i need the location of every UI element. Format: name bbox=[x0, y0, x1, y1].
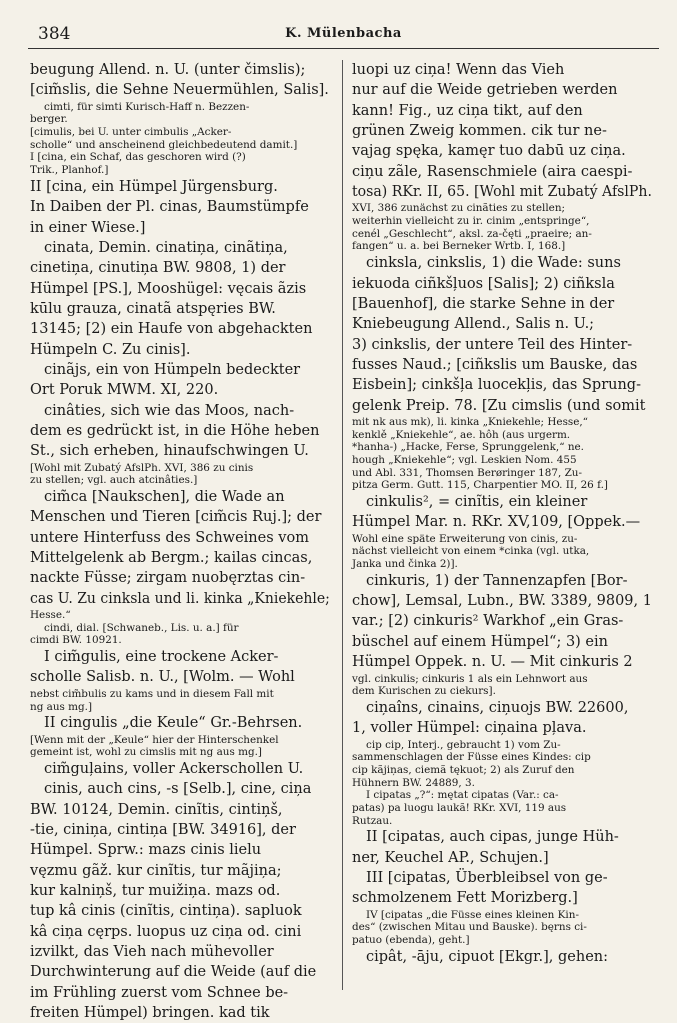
text-line: ciņaîns, cinains, ciņuojs BW. 22600, bbox=[366, 699, 629, 716]
text-line: dem es gedrückt ist, in die Höhe heben bbox=[30, 422, 320, 439]
text-line: -tie, ciniņa, cintiņa [BW. 34916], der bbox=[30, 821, 296, 838]
text-line: nur auf die Weide getrieben werden bbox=[352, 82, 618, 99]
text-line: des“ (zwischen Mitau und Bauske). bęrns ci- bbox=[352, 921, 587, 934]
text-line: Kniebeugung Allend., Salis n. U.; bbox=[352, 316, 595, 333]
left-column bbox=[30, 60, 330, 1022]
text-line: [Wohl mit Zubatý AfslPh. XVI, 386 zu cinis bbox=[30, 461, 254, 474]
text-line: vgl. cinkulis; cinkuris 1 als ein Lehnwort aus bbox=[352, 672, 588, 685]
text-line: Hümpel Mar. n. RKr. XV,109, [Oppek.— bbox=[352, 514, 641, 531]
text-line: beugung Allend. n. U. (unter čimslis); bbox=[30, 62, 306, 78]
text-line: cindi, dial. [Schwaneb., Lis. u. a.] für bbox=[44, 621, 239, 634]
text-line: BW. 10124, Demin. cinĩtis, cintiņš, bbox=[30, 801, 283, 818]
text-line: untere Hinterfuss des Schweines vom bbox=[30, 529, 309, 546]
text-line: kur kalniņš, tur muižiņa. mazs od. bbox=[30, 882, 281, 899]
text-line: ner, Keuchel AP., Schujen.] bbox=[352, 849, 549, 866]
text-line: Durchwinterung auf die Weide (auf die bbox=[30, 964, 317, 981]
text-line: nebst cim̃bulis zu kams und in diesem Fall mit bbox=[30, 687, 274, 700]
text-line: patas) pa luogu laukã! RKr. XVI, 119 aus bbox=[352, 802, 567, 814]
text-line: mit nk aus mk), li. kinka „Kniekehle; Hesse,“ bbox=[352, 415, 588, 428]
text-line: Eisbein]; cinkšļa luocekl̦is, das Sprung- bbox=[352, 377, 641, 394]
text-line: [cimulis, bei U. unter cimbulis „Acker- bbox=[30, 126, 232, 139]
text-line: ng aus mg.] bbox=[30, 700, 93, 713]
text-line: Hühnern BW. 24889, 3. bbox=[352, 776, 475, 789]
text-line: Rutzau. bbox=[352, 814, 393, 827]
text-line: cinetiņa, cinutiņa BW. 9808, 1) der bbox=[30, 260, 286, 277]
text-line: I cim̃gulis, eine trockene Acker- bbox=[44, 649, 279, 666]
text-line: Trik., Planhof.] bbox=[30, 164, 109, 177]
text-line: patuo (ebenda), geht.] bbox=[352, 934, 470, 947]
text-line: St., sich erheben, hinaufschwingen U. bbox=[30, 443, 309, 460]
text-line: Hümpel [PS.], Mooshügel: vęcais ãzis bbox=[30, 280, 307, 297]
text-line: 1, voller Hümpel: ciņaina pļava. bbox=[352, 720, 587, 737]
text-line: cinis, auch cins, -s [Selb.], cine, ciņa bbox=[44, 781, 312, 798]
text-line: Janka und činka 2)]. bbox=[352, 558, 458, 571]
text-line: cip cip, Interj., gebraucht 1) vom Zu- bbox=[366, 738, 561, 751]
text-line: II cingulis „die Keule“ Gr.-Behrsen. bbox=[44, 715, 303, 732]
text-line: [Bauenhof], die starke Sehne in der bbox=[352, 295, 615, 312]
text-line: grünen Zweig kommen. cik tur ne- bbox=[352, 123, 607, 140]
page-number: 384 bbox=[38, 24, 71, 44]
text-line: III [cipatas, Überbleibsel von ge- bbox=[366, 870, 608, 887]
page-header bbox=[28, 20, 659, 50]
text-line: cim̃guļains, voller Ackerschollen U. bbox=[44, 760, 304, 777]
text-line: nächst vielleicht von einem *cinka (vgl. utka, bbox=[352, 545, 590, 558]
text-line: I [cina, ein Schaf, das geschoren wird (?) bbox=[30, 151, 246, 164]
text-line: scholle Salisb. n. U., [Wolm. — Wohl bbox=[30, 669, 295, 686]
text-line: tosa) RKr. II, 65. [Wohl mit Zubatý AfslPh. bbox=[352, 184, 652, 201]
text-line: und Abl. 331, Thomsen Berøringer 187, Zu- bbox=[352, 466, 582, 479]
text-line: cimdi BW. 10921. bbox=[30, 634, 122, 647]
text-line: gelenk Preip. 78. [Zu cimslis (und somit bbox=[352, 397, 646, 414]
text-line: gemeint ist, wohl zu cimslis mit ng aus mg.] bbox=[30, 746, 262, 759]
text-line: kâ ciņa cęrps. luopus uz ciņa od. cini bbox=[30, 923, 302, 940]
text-line: Hümpeln C. Zu cinis]. bbox=[30, 341, 191, 358]
text-line: kūlu grauza, cinatã atspęries BW. bbox=[30, 300, 276, 317]
text-line: zu stellen; vgl. auch atcinâties.] bbox=[30, 474, 198, 487]
column-divider bbox=[342, 60, 343, 990]
text-line: in einer Wiese.] bbox=[30, 219, 146, 236]
text-line: scholle“ und anscheinend gleichbedeutend damit.] bbox=[30, 138, 298, 151]
text-line: cinãjs, ein von Hümpeln bedeckter bbox=[44, 361, 301, 378]
text-line: I cipatas „?“: mętat cipatas (Var.: ca- bbox=[366, 789, 559, 802]
text-line: vęzmu gãž. kur cinĩtis, tur mãjiņa; bbox=[30, 862, 282, 879]
text-line: cip kãjiņas, ciemã tękuot; 2) als Zuruf den bbox=[352, 763, 575, 776]
text-line: fangen“ u. a. bei Berneker Wrtb. I, 168.] bbox=[352, 240, 566, 253]
text-line: cinkuris, 1) der Tannenzapfen [Bor- bbox=[366, 572, 628, 589]
text-line: iekuoda ciñkšļuos [Salis]; 2) ciñksla bbox=[352, 275, 615, 292]
text-line: sammenschlagen der Füsse eines Kindes: cip bbox=[352, 751, 591, 764]
text-line: XVI, 386 zunächst zu cinãties zu stellen; bbox=[352, 202, 566, 215]
text-line: izvilkt, das Vieh nach mühevoller bbox=[30, 944, 274, 960]
text-line: cipât, -āju, cipuot [Ekgr.], gehen: bbox=[366, 948, 609, 965]
text-line: nackte Füsse; zirgam nuobęrztas cin- bbox=[30, 570, 306, 587]
text-line: berger. bbox=[30, 113, 68, 126]
text-line: IV [cipatas „die Füsse eines kleinen Kin- bbox=[366, 908, 579, 921]
text-line: [cim̃slis, die Sehne Neuermühlen, Salis]. bbox=[30, 82, 329, 99]
text-line: hough „Kniekehle“; vgl. Leskien Nom. 455 bbox=[352, 453, 577, 466]
text-line: weiterhin vielleicht zu ir. cinim „entspringe“, bbox=[352, 215, 590, 228]
text-line: cenél „Geschlecht“, aksl. za-čęti „praeire; an- bbox=[352, 227, 592, 240]
text-line: II [cina, ein Hümpel Jürgensburg. bbox=[30, 178, 278, 195]
text-line: kenklě „Kniekehle“, ae. hôh (aus urgerm. bbox=[352, 428, 571, 441]
text-line: cimti, für simti Kurisch-Haff n. Bezzen- bbox=[44, 100, 250, 113]
text-line: Ort Poruk MWM. XI, 220. bbox=[30, 382, 219, 399]
text-line: Hesse.“ bbox=[30, 609, 71, 622]
text-line: büschel auf einem Hümpel“; 3) ein bbox=[352, 633, 608, 650]
text-line: pitza Germ. Gutt. 115, Charpentier MO. II, 26 f.] bbox=[352, 479, 608, 492]
text-line: cas U. Zu cinksla und li. kinka „Kniekehle; bbox=[30, 590, 330, 607]
text-line: cinata, Demin. cinatiņa, cinãtiņa, bbox=[44, 239, 288, 256]
text-line: ciņu zãle, Rasenschmiele (aira caespi- bbox=[352, 163, 633, 180]
text-line: II [cipatas, auch cipas, junge Hüh- bbox=[366, 829, 619, 846]
text-line: cinâties, sich wie das Moos, nach- bbox=[44, 402, 295, 419]
text-line: kann! Fig., uz ciņa tikt, auf den bbox=[352, 102, 583, 119]
text-line: cim̃ca [Naukschen], die Wade an bbox=[44, 489, 285, 505]
text-line: Menschen und Tieren [cim̃cis Ruj.]; der bbox=[30, 509, 322, 526]
text-line: Mittelgelenk ab Bergm.; kailas cincas, bbox=[30, 550, 313, 567]
dictionary-columns bbox=[30, 60, 660, 1022]
running-head: K. Mülenbacha bbox=[285, 26, 402, 41]
text-line: fusses Naud.; [ciñkslis um Bauske, das bbox=[352, 356, 638, 373]
text-line: 3) cinkslis, der untere Teil des Hinter- bbox=[352, 336, 633, 353]
text-line: vajag spęka, kamęr tuo dabū uz ciņa. bbox=[352, 143, 626, 160]
text-line: 13145; [2) ein Haufe von abgehackten bbox=[30, 321, 313, 338]
text-line: schmolzenem Fett Morizberg.] bbox=[352, 890, 578, 907]
text-line: chow], Lemsal, Lubn., BW. 3389, 9809, 1 bbox=[352, 593, 652, 610]
text-line: tup kâ cinis (cinĩtis, cintiņa). sapluok bbox=[30, 903, 302, 920]
text-line: var.; [2) cinkuris² Warkhof „ein Gras- bbox=[352, 613, 624, 630]
text-line: In Daiben der Pl. cinas, Baumstümpfe bbox=[30, 199, 309, 216]
text-line: freiten Hümpel) bringen. kad tik bbox=[30, 1005, 270, 1022]
text-line: luopi uz ciņa! Wenn das Vieh bbox=[352, 62, 565, 78]
text-line: cinksla, cinkslis, 1) die Wade: suns bbox=[366, 255, 621, 272]
text-line: dem Kurischen zu ciekurs]. bbox=[352, 685, 496, 698]
text-line: Wohl eine späte Erweiterung von cinis, zu- bbox=[352, 532, 578, 545]
text-line: im Frühling zuerst vom Schnee be- bbox=[30, 984, 289, 1001]
text-line: *hanha-) „Hacke, Ferse, Sprunggelenk,“ ne. bbox=[352, 441, 584, 454]
text-line: Hümpel. Sprw.: mazs cinis lielu bbox=[30, 842, 262, 859]
text-line: Hümpel Oppek. n. U. — Mit cinkuris 2 bbox=[352, 654, 633, 671]
text-line: cinkulis², = cinĩtis, ein kleiner bbox=[366, 494, 588, 511]
text-line: [Wenn mit der „Keule“ hier der Hinterschenkel bbox=[30, 733, 279, 746]
right-column bbox=[352, 60, 652, 990]
header-rule bbox=[28, 48, 659, 49]
